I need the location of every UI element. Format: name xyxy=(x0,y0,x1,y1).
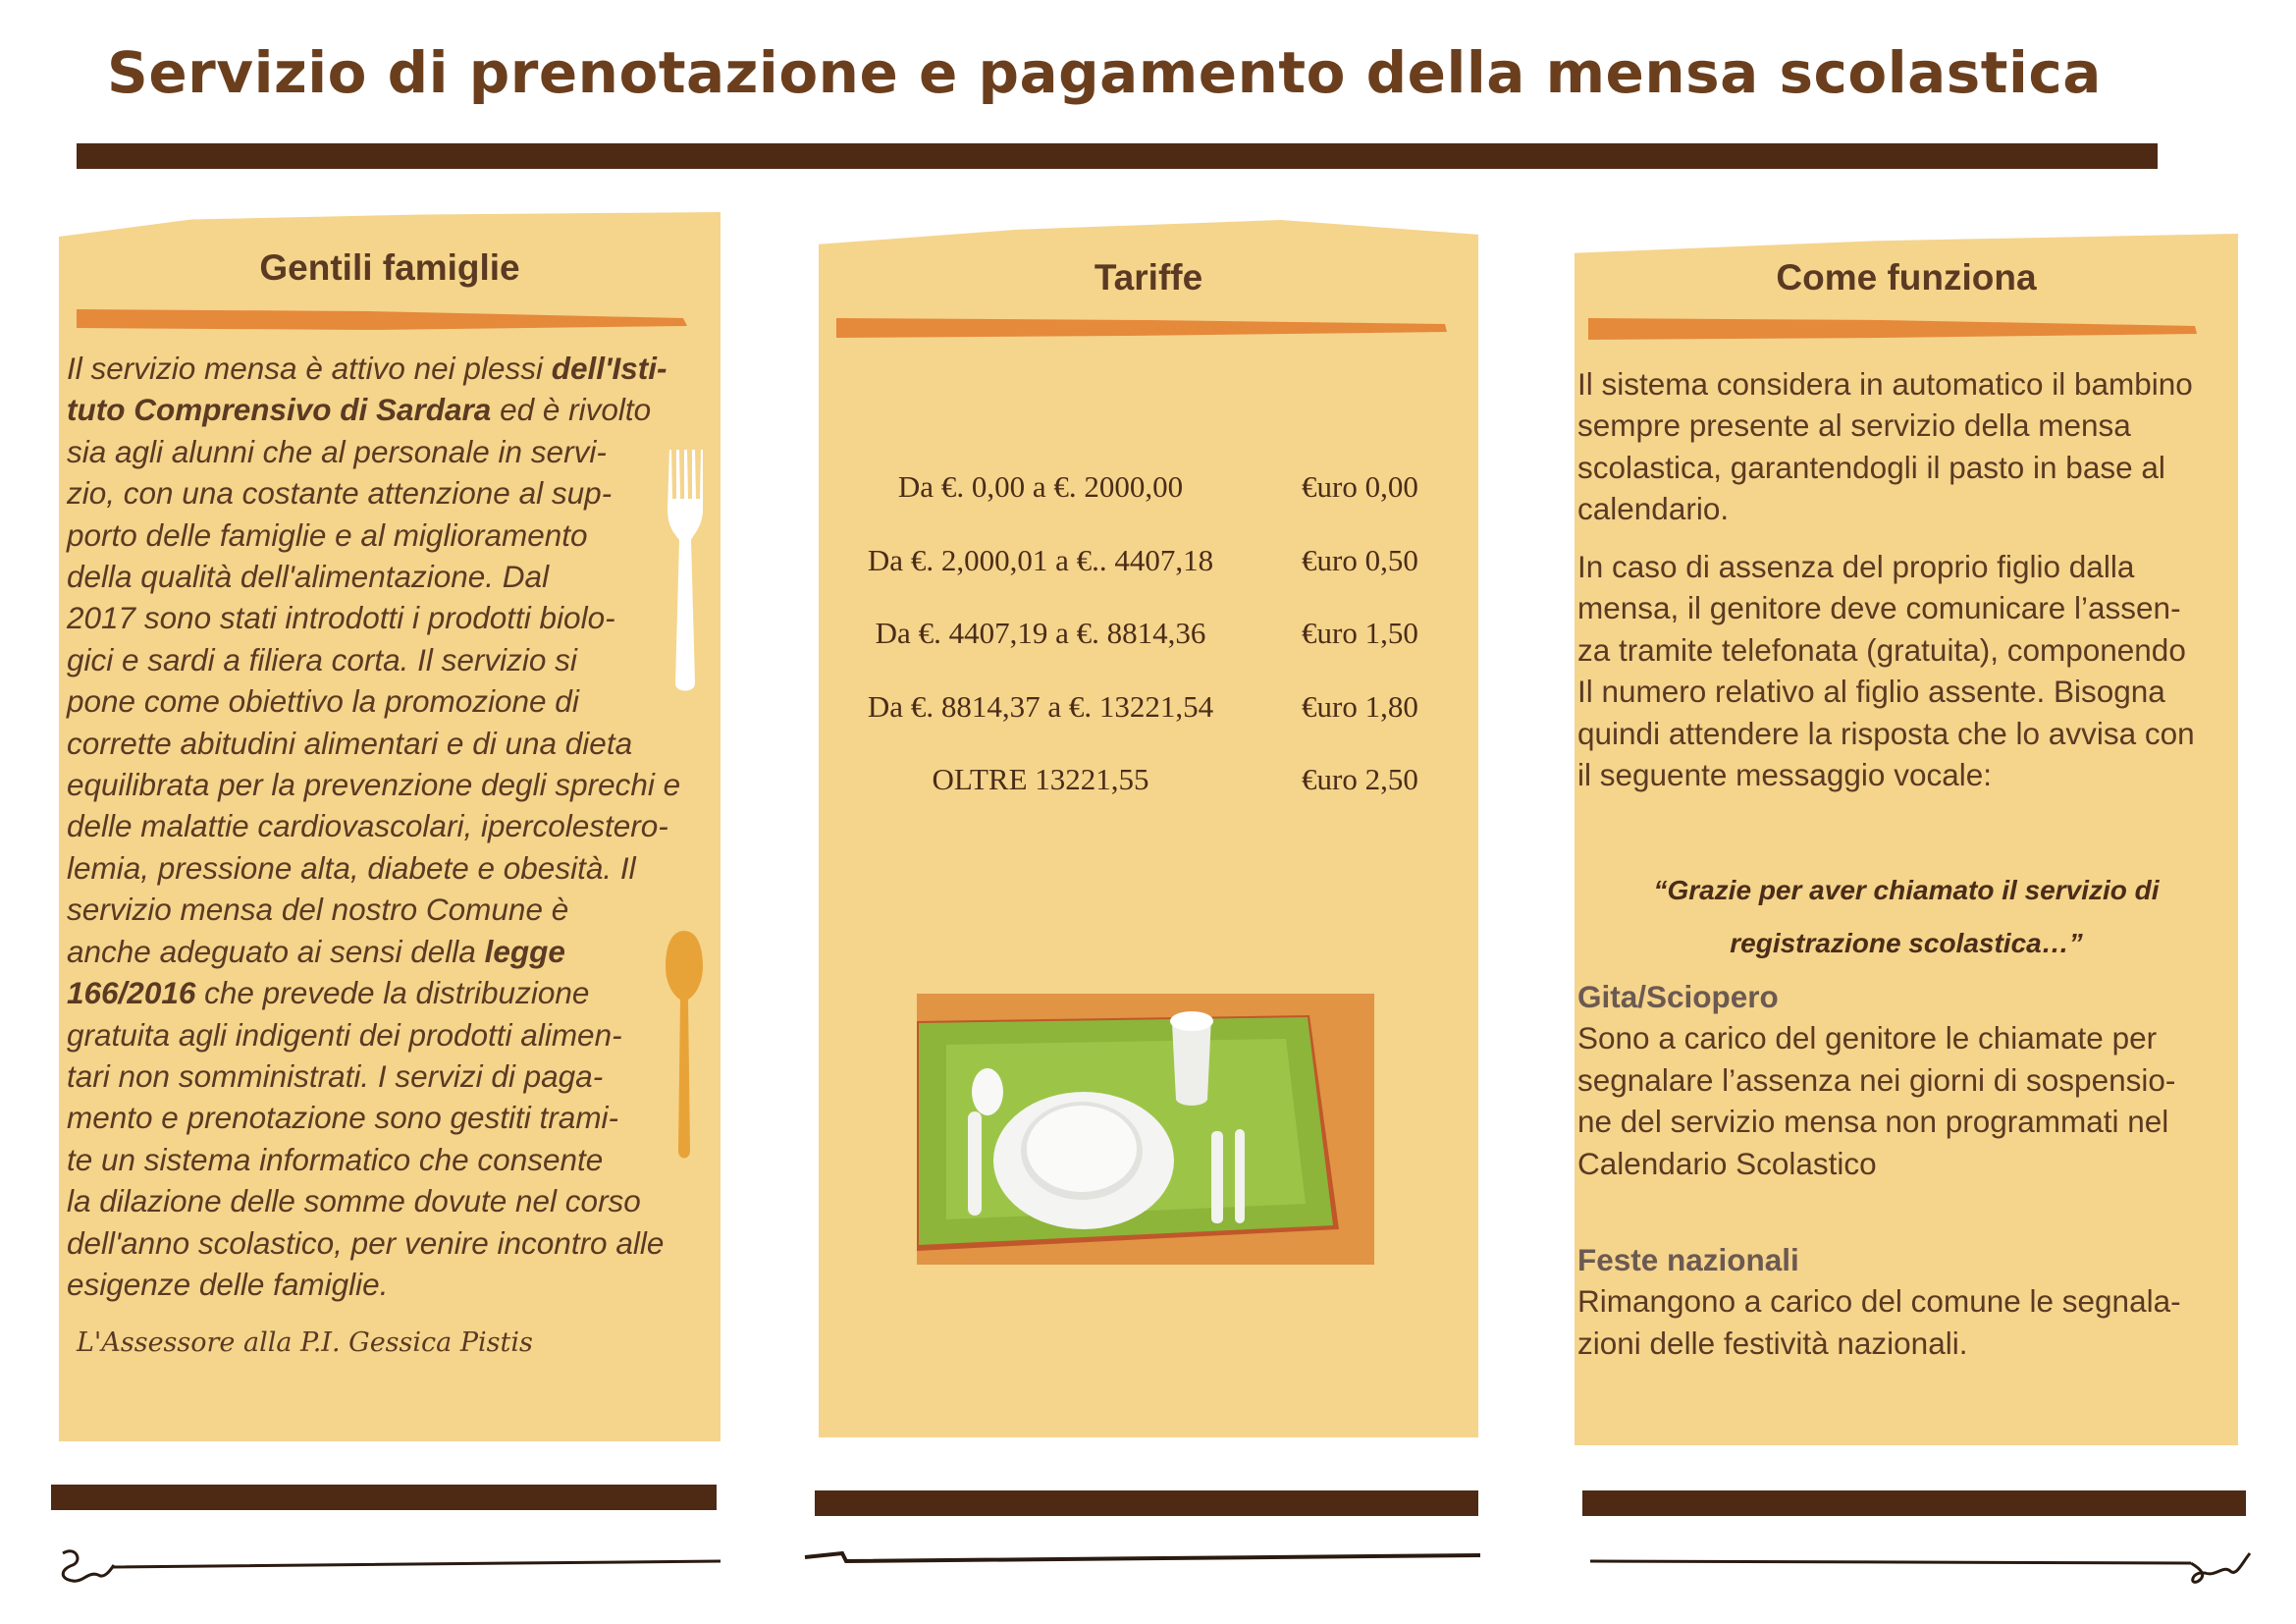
text-line: scolastica, garantendogli il pasto in base al xyxy=(1577,449,2165,485)
intro-text-segment: ed è rivolto xyxy=(491,392,652,428)
intro-text-segment: 166/2016 xyxy=(67,975,196,1011)
text-line: zioni delle festività nazionali. xyxy=(1577,1325,1968,1361)
intro-line xyxy=(67,1139,722,1180)
tariff-range: Da €. 4407,19 a €. 8814,36 xyxy=(875,616,1206,650)
decorative-squiggle-right xyxy=(1582,1542,2260,1591)
text-line: Calendario Scolastico xyxy=(1577,1145,1877,1181)
intro-line xyxy=(67,1097,722,1138)
intro-line xyxy=(67,805,722,846)
meal-tray-photo xyxy=(917,994,1374,1265)
intro-line xyxy=(67,1056,722,1097)
gita-sciopero-section xyxy=(1577,976,2241,1184)
intro-line xyxy=(67,764,722,805)
intro-line xyxy=(67,680,722,722)
tariff-range: Da €. 8814,37 a €. 13221,54 xyxy=(867,688,1214,724)
intro-line xyxy=(67,556,722,597)
intro-text-segment: dell'Isti- xyxy=(551,351,667,386)
intro-text-segment: equilibrata per la prevenzione degli sprechi e xyxy=(67,767,681,803)
intro-text-segment: 2017 sono stati introdotti i prodotti biolo- xyxy=(67,600,615,636)
tariff-row xyxy=(834,616,1463,689)
intro-text-segment: legge xyxy=(484,933,565,969)
text-line: za tramite telefonata (gratuita), componendo xyxy=(1577,631,2186,668)
intro-line xyxy=(67,597,722,638)
tariff-row xyxy=(834,543,1463,617)
text-line: mensa, il genitore deve comunicare l’assen- xyxy=(1577,590,2181,626)
intro-line xyxy=(67,348,722,389)
heading-underline xyxy=(75,306,689,332)
text-line: ne del servizio mensa non programmati nel xyxy=(1577,1104,2169,1140)
intro-line xyxy=(67,1264,722,1305)
intro-line xyxy=(67,514,722,556)
signature: L'Assessore alla P.I. Gessica Pistis xyxy=(77,1327,533,1358)
title-divider-bar xyxy=(77,143,2158,169)
intro-line xyxy=(67,1014,722,1056)
intro-text-segment: pone come obiettivo la promozione di xyxy=(67,683,579,720)
heading-tariffe: Tariffe xyxy=(1094,257,1203,298)
text-line: quindi attendere la risposta che lo avvisa con xyxy=(1577,715,2195,751)
intro-line xyxy=(67,889,722,930)
text-line: Sono a carico del genitore le chiamate per xyxy=(1577,1020,2158,1056)
heading-come-funziona: Come funziona xyxy=(1776,257,2037,298)
intro-text-segment: tuto Comprensivo di Sardara xyxy=(67,392,492,428)
bottom-bar-center xyxy=(815,1490,1478,1516)
intro-text-segment: tari non somministrati. I servizi di paga- xyxy=(67,1057,604,1094)
voice-message-quote xyxy=(1575,864,2238,970)
tariff-amount: €uro 1,80 xyxy=(1302,688,1418,724)
tariff-row xyxy=(834,689,1463,763)
intro-text-segment: anche adeguato ai sensi della xyxy=(67,933,485,969)
intro-text-segment: lemia, pressione alta, diabete e obesità. Il xyxy=(67,849,636,886)
tariff-amount: €uro 1,50 xyxy=(1302,616,1418,650)
intro-line xyxy=(67,723,722,764)
intro-text-segment: corrette abitudini alimentari e di una dieta xyxy=(67,725,633,761)
text-line: segnalare l’assenza nei giorni di sospensio- xyxy=(1577,1061,2176,1098)
fork-icon xyxy=(666,448,705,695)
intro-line xyxy=(67,389,722,430)
intro-text-segment: mento e prenotazione sono gestiti trami- xyxy=(67,1100,619,1136)
heading-underline xyxy=(1586,314,2201,342)
decorative-line-center xyxy=(803,1543,1490,1573)
intro-text-segment: che prevede la distribuzione xyxy=(195,975,590,1011)
intro-text-segment: della qualità dell'alimentazione. Dal xyxy=(67,559,550,595)
intro-line xyxy=(67,931,722,972)
page-title: Servizio di prenotazione e pagamento della mensa scolastica xyxy=(107,39,2102,106)
intro-line xyxy=(67,431,722,472)
tariff-amount: €uro 2,50 xyxy=(1302,762,1418,796)
tariff-table xyxy=(834,469,1463,836)
feste-nazionali-title: Feste nazionali xyxy=(1577,1242,1799,1277)
text-line: Il numero relativo al figlio assente. Bisogna xyxy=(1577,674,2165,710)
text-line: Il sistema considera in automatico il bambino xyxy=(1577,366,2193,402)
tariff-row xyxy=(834,762,1463,836)
text-line: il seguente messaggio vocale: xyxy=(1577,757,1993,793)
intro-text-segment: servizio mensa del nostro Comune è xyxy=(67,892,569,928)
tariff-amount: €uro 0,00 xyxy=(1302,469,1418,504)
gita-sciopero-text xyxy=(1577,1017,2241,1184)
absence-instructions xyxy=(1577,546,2241,795)
tariff-range: OLTRE 13221,55 xyxy=(932,762,1149,796)
intro-line xyxy=(67,847,722,889)
bottom-bar-right xyxy=(1582,1490,2246,1516)
text-line: calendario. xyxy=(1577,491,1730,527)
intro-text-segment: gratuita agli indigenti dei prodotti alimen- xyxy=(67,1016,622,1053)
feste-nazionali-section xyxy=(1577,1239,2241,1364)
intro-text-segment: dell'anno scolastico, per venire incontro alle xyxy=(67,1224,665,1261)
intro-text-segment: la dilazione delle somme dovute nel corso xyxy=(67,1183,641,1219)
text-line: In caso di assenza del proprio figlio dalla xyxy=(1577,549,2135,584)
tariff-range: Da €. 0,00 a €. 2000,00 xyxy=(897,469,1184,504)
text-line: Rimangono a carico del comune le segnala- xyxy=(1577,1283,2181,1320)
intro-line xyxy=(67,1222,722,1264)
heading-gentili-famiglie: Gentili famiglie xyxy=(259,247,520,288)
feste-nazionali-text xyxy=(1577,1280,2241,1364)
how-it-works-intro xyxy=(1577,363,2241,530)
intro-line xyxy=(67,1180,722,1221)
spoon-icon xyxy=(664,929,705,1163)
intro-text-segment: gici e sardi a filiera corta. Il servizio si xyxy=(67,641,577,677)
tariff-range: Da €. 2,000,01 a €.. 4407,18 xyxy=(867,542,1214,577)
intro-line xyxy=(67,639,722,680)
quote-line: “Grazie per aver chiamato il servizio di xyxy=(1653,875,2160,905)
quote-line: registrazione scolastica…” xyxy=(1730,928,2083,958)
tariff-row xyxy=(834,469,1463,543)
bottom-bar-left xyxy=(51,1485,717,1510)
intro-text-segment: Il servizio mensa è attivo nei plessi xyxy=(67,351,552,386)
decorative-squiggle-left xyxy=(53,1542,730,1591)
intro-text-segment: te un sistema informatico che consente xyxy=(67,1141,604,1177)
intro-text-segment: porto delle famiglie e al miglioramento xyxy=(67,516,588,553)
intro-line xyxy=(67,472,722,514)
intro-text-segment: esigenze delle famiglie. xyxy=(67,1266,389,1302)
text-line: sempre presente al servizio della mensa xyxy=(1577,407,2131,444)
intro-text-segment: sia agli alunni che al personale in servi- xyxy=(67,433,607,469)
intro-text-segment: delle malattie cardiovascolari, ipercolestero- xyxy=(67,808,668,844)
intro-text xyxy=(67,348,722,1305)
intro-text-segment: zio, con una costante attenzione al sup- xyxy=(67,475,613,512)
heading-underline xyxy=(834,314,1449,340)
intro-line xyxy=(67,972,722,1013)
gita-sciopero-title: Gita/Sciopero xyxy=(1577,979,1779,1014)
tariff-amount: €uro 0,50 xyxy=(1302,542,1418,577)
